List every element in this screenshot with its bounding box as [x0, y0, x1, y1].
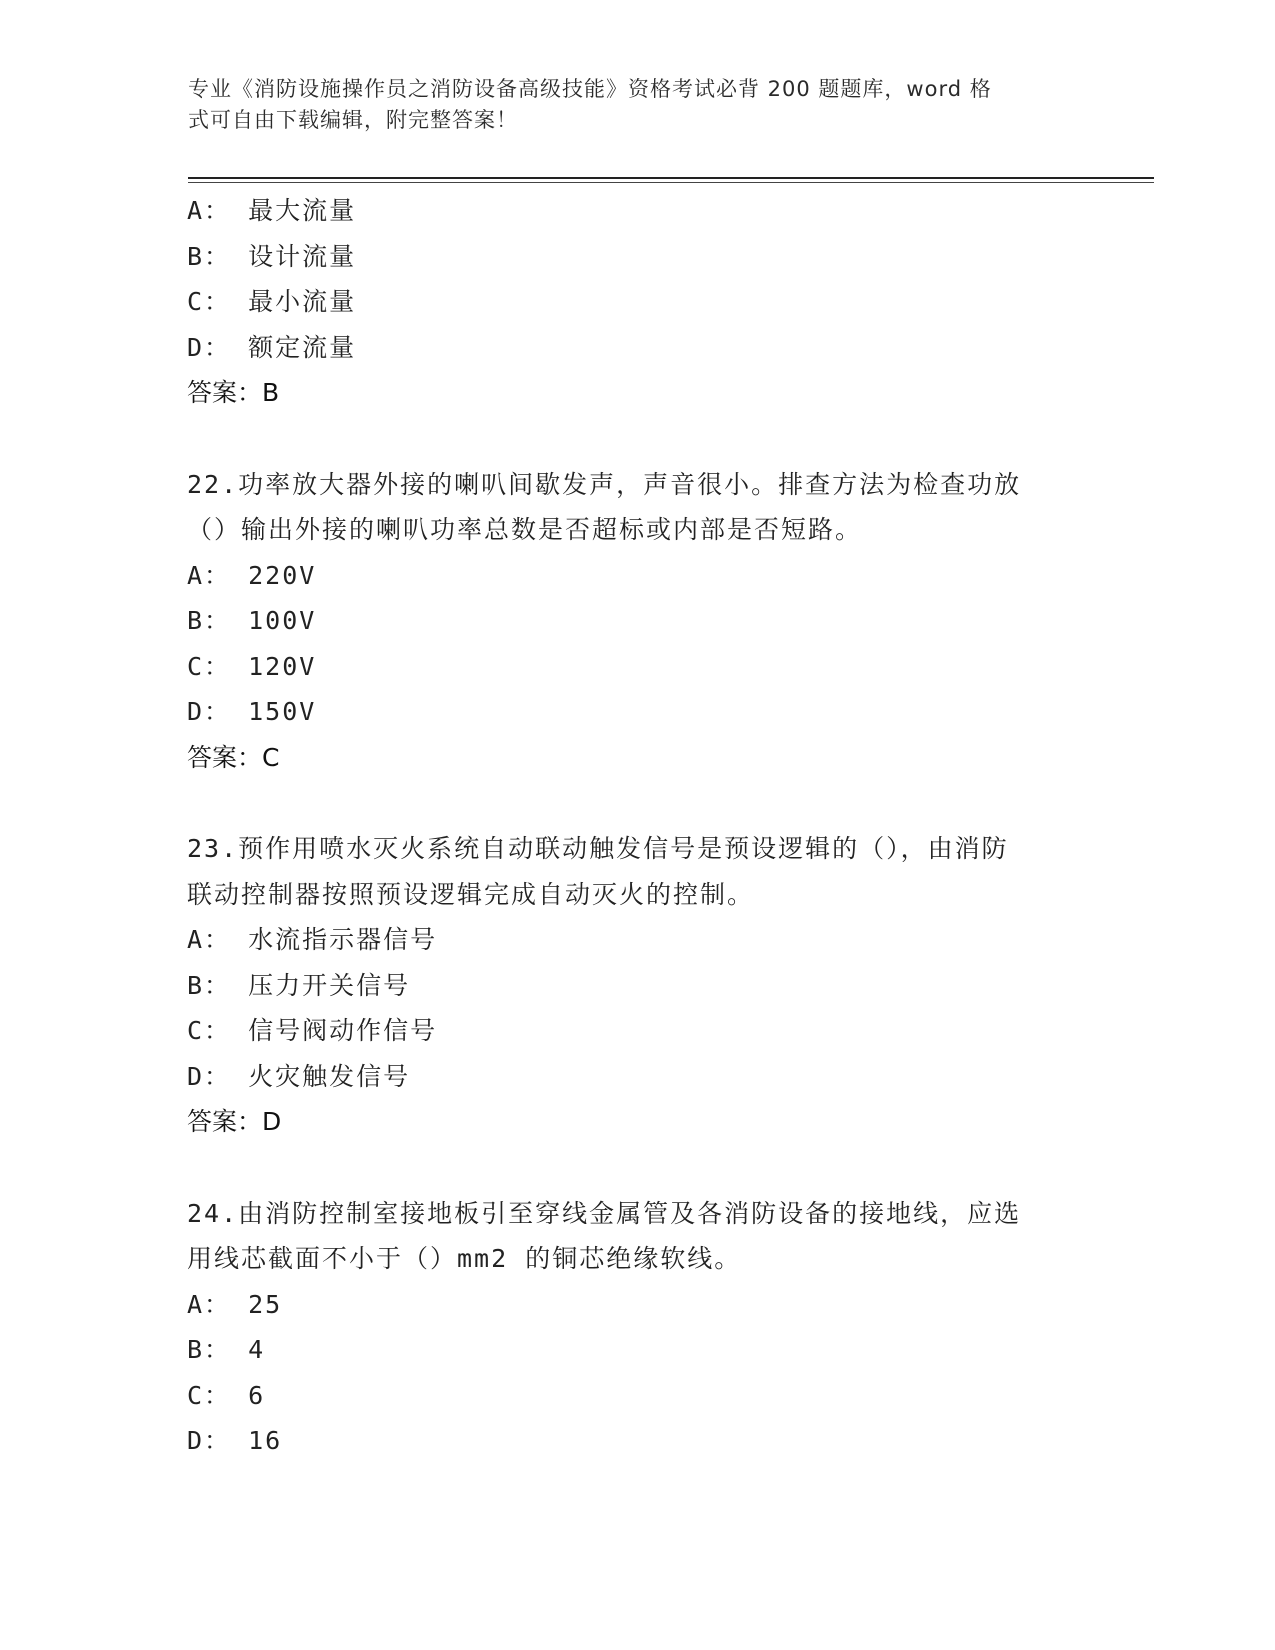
spacer [187, 780, 1087, 826]
answer-line: 答案：C [187, 742, 280, 772]
option-d: D： 额定流量 [187, 332, 357, 362]
question-stem-line-2: 联动控制器按照预设逻辑完成自动灭火的控制。 [187, 879, 755, 909]
option-a: A： 220V [187, 560, 317, 590]
option-b: B： 压力开关信号 [187, 970, 411, 1000]
option-c: C： 120V [187, 651, 317, 681]
header-title-line-2: 式可自由下载编辑，附完整答案！ [188, 108, 518, 132]
option-c: C： 6 [187, 1380, 266, 1410]
option-d: D： 150V [187, 697, 317, 726]
answer-line: 答案：D [187, 1107, 282, 1136]
option-a: A： 水流指示器信号 [187, 925, 438, 954]
question-stem-line-2: （）输出外接的喇叭功率总数是否超标或内部是否短路。 [187, 515, 863, 544]
option-b: B： 4 [187, 1335, 266, 1364]
option-b: B： 设计流量 [187, 241, 357, 271]
option-d: D： 火灾触发信号 [187, 1061, 411, 1091]
option-a: A： 最大流量 [187, 196, 357, 225]
question-stem-line-1: 24.由消防控制室接地板引至穿线金属管及各消防设备的接地线，应选 [187, 1198, 1022, 1228]
spacer [187, 416, 1087, 462]
header-divider-thick [188, 177, 1154, 179]
option-a: A： 25 [187, 1289, 283, 1319]
header-divider-thin [188, 182, 1154, 183]
question-22 [187, 462, 1087, 781]
document-header [188, 74, 1068, 136]
option-d: D： 16 [187, 1426, 283, 1455]
question-stem-line-1: 23.预作用喷水灭火系统自动联动触发信号是预设逻辑的（），由消防 [187, 834, 1009, 863]
question-24 [187, 1191, 1087, 1464]
header-title-line-1: 专业《消防设施操作员之消防设备高级技能》资格考试必背 200 题题库，word 格 [188, 77, 992, 101]
option-b: B： 100V [187, 606, 317, 635]
answer-line: 答案：B [187, 378, 280, 407]
question-stem-line-1: 22.功率放大器外接的喇叭间歇发声，声音很小。排查方法为检查功放 [187, 469, 1022, 499]
option-c: C： 最小流量 [187, 287, 357, 316]
question-21-tail [187, 188, 1087, 416]
spacer [187, 1145, 1087, 1191]
question-list [187, 188, 1087, 1464]
option-c: C： 信号阀动作信号 [187, 1016, 438, 1045]
question-23 [187, 826, 1087, 1145]
question-stem-line-2: 用线芯截面不小于（）mm2 的铜芯绝缘软线。 [187, 1244, 742, 1273]
